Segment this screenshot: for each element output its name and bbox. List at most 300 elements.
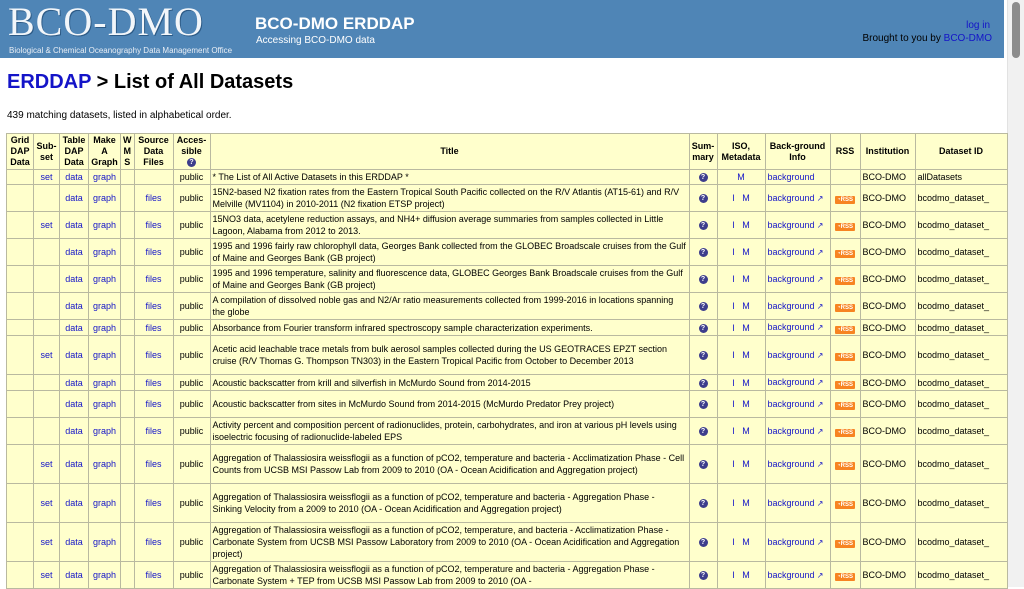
- access-cell-link: public: [179, 498, 204, 508]
- metadata-link[interactable]: M: [742, 498, 750, 508]
- rss-icon[interactable]: ◔ RSS: [835, 462, 855, 470]
- background-link[interactable]: background: [767, 219, 815, 230]
- rss-cell: [830, 562, 860, 589]
- table-row: [7, 445, 1008, 484]
- external-link-icon: ↗: [814, 323, 824, 332]
- access-cell-link: public: [179, 570, 204, 580]
- files-cell-link[interactable]: files: [145, 301, 162, 311]
- graph-cell-link[interactable]: graph: [92, 301, 117, 311]
- tabledap-cell-link[interactable]: data: [65, 537, 83, 547]
- wms-cell: [121, 336, 135, 375]
- site-subtitle: Accessing BCO-DMO data: [256, 35, 375, 46]
- tabledap-cell: [60, 484, 89, 523]
- graph-cell-link[interactable]: graph: [92, 220, 117, 230]
- tabledap-cell: [60, 418, 89, 445]
- rss-icon[interactable]: ◔ RSS: [835, 402, 855, 410]
- rss-icon[interactable]: ◔ RSS: [835, 196, 855, 204]
- bco-dmo-logo[interactable]: BCO-DMO: [8, 0, 204, 44]
- metadata-link[interactable]: M: [742, 399, 750, 409]
- title-cell: Aggregation of Thalassiosira weissflogii as a function of pCO2, temperature, and bacteria - Acclimatization Phase - Carbonate System from UCSB MSI Passow Laboratory from 2009 to 2010 (OA - Ocean Acidification and Aggregation project): [210, 523, 689, 562]
- rss-cell: [830, 391, 860, 418]
- bco-dmo-link[interactable]: BCO-DMO: [943, 33, 992, 44]
- summary-cell: [689, 170, 717, 185]
- graph-cell-link[interactable]: graph: [92, 274, 117, 284]
- background-link[interactable]: background: [767, 497, 815, 508]
- tabledap-cell-link[interactable]: data: [65, 350, 83, 360]
- table-row: [7, 523, 1008, 562]
- tabledap-cell-link[interactable]: data: [65, 498, 83, 508]
- external-link-icon: ↗: [814, 570, 824, 580]
- graph-cell-link[interactable]: graph: [92, 459, 117, 469]
- column-header: ISO, Metadata: [717, 134, 765, 170]
- title-cell: 15NO3 data, acetylene reduction assays, and NH4+ diffusion average summaries from samples collected in Little Lagoon, Alabama from 2012 to 2013.: [210, 212, 689, 239]
- iso-link[interactable]: I: [732, 247, 735, 257]
- dataset-id-cell: bcodmo_dataset_: [915, 562, 1007, 589]
- rss-cell: [830, 484, 860, 523]
- rss-cell: [830, 170, 860, 185]
- column-header: Back-ground Info: [765, 134, 830, 170]
- iso-link[interactable]: I: [732, 537, 735, 547]
- files-cell: [134, 212, 173, 239]
- metadata-link[interactable]: M: [742, 247, 750, 257]
- page-title: [7, 71, 293, 94]
- graph-cell: [89, 185, 121, 212]
- institution-cell: BCO-DMO: [860, 523, 915, 562]
- background-cell: [765, 320, 830, 336]
- scrollbar-thumb[interactable]: [1012, 2, 1020, 58]
- files-cell-link[interactable]: files: [145, 322, 162, 333]
- tabledap-cell-link[interactable]: data: [65, 377, 83, 388]
- access-cell-link: public: [179, 399, 204, 409]
- files-cell-link[interactable]: files: [145, 537, 162, 547]
- column-header: Source Data Files: [134, 134, 173, 170]
- dataset-id-cell: bcodmo_dataset_: [915, 293, 1007, 320]
- summary-info-icon[interactable]: ?: [699, 302, 708, 311]
- files-cell-link[interactable]: files: [145, 459, 162, 469]
- dataset-id-cell: bcodmo_dataset_: [915, 212, 1007, 239]
- summary-info-icon[interactable]: ?: [699, 379, 708, 388]
- iso-link[interactable]: I: [732, 350, 735, 360]
- metadata-link[interactable]: M: [742, 570, 750, 580]
- subset-cell: [34, 293, 60, 320]
- header-banner: [0, 0, 1004, 58]
- files-cell-link[interactable]: files: [145, 498, 162, 508]
- wms-cell: [121, 562, 135, 589]
- files-cell-link[interactable]: files: [145, 274, 162, 284]
- background-link[interactable]: background: [767, 246, 815, 257]
- rss-icon[interactable]: ◔ RSS: [835, 540, 855, 548]
- erddap-breadcrumb-link[interactable]: ERDDAP: [7, 71, 92, 93]
- subset-cell-link[interactable]: set: [40, 537, 53, 547]
- graph-cell-link[interactable]: graph: [92, 537, 117, 547]
- access-cell-link: public: [179, 322, 204, 333]
- graph-cell: [89, 562, 121, 589]
- tabledap-cell-link[interactable]: data: [65, 322, 83, 333]
- access-cell: [173, 336, 210, 375]
- wms-cell: [121, 266, 135, 293]
- tabledap-cell-link[interactable]: data: [65, 426, 83, 436]
- summary-info-icon[interactable]: ?: [699, 194, 708, 203]
- background-link[interactable]: background: [767, 349, 815, 360]
- background-cell: [765, 336, 830, 375]
- graph-cell: [89, 266, 121, 293]
- metadata-link[interactable]: M: [742, 220, 750, 230]
- graph-cell-link[interactable]: graph: [92, 322, 117, 333]
- dataset-id-cell: bcodmo_dataset_: [915, 391, 1007, 418]
- dataset-id-cell: bcodmo_dataset_: [915, 375, 1007, 391]
- background-link[interactable]: background: [767, 322, 815, 332]
- dataset-id-cell: bcodmo_dataset_: [915, 484, 1007, 523]
- table-header-row: [7, 134, 1008, 170]
- background-link[interactable]: background: [767, 398, 815, 409]
- access-cell: [173, 523, 210, 562]
- external-link-icon: ↗: [814, 247, 824, 257]
- iso-link[interactable]: I: [732, 322, 735, 333]
- subset-cell-link[interactable]: set: [40, 172, 53, 182]
- summary-cell: [689, 212, 717, 239]
- column-header: Acces-sible ?: [173, 134, 210, 170]
- files-cell: [134, 418, 173, 445]
- wms-cell: [121, 185, 135, 212]
- iso-metadata-cell: [717, 523, 765, 562]
- background-link[interactable]: background: [767, 377, 815, 387]
- summary-cell: [689, 418, 717, 445]
- external-link-icon: ↗: [814, 193, 824, 203]
- summary-info-icon[interactable]: ?: [699, 248, 708, 257]
- tabledap-cell-link[interactable]: data: [65, 172, 83, 182]
- graph-cell-link[interactable]: graph: [92, 570, 117, 580]
- tabledap-cell-link[interactable]: data: [65, 193, 83, 203]
- access-cell-link: public: [179, 274, 204, 284]
- background-link[interactable]: background: [767, 300, 815, 311]
- page-scrollbar[interactable]: [1007, 0, 1024, 587]
- graph-cell: [89, 445, 121, 484]
- griddap-cell: [7, 239, 34, 266]
- tabledap-cell: [60, 391, 89, 418]
- iso-metadata-cell: [717, 239, 765, 266]
- rss-cell: [830, 418, 860, 445]
- institution-cell: BCO-DMO: [860, 266, 915, 293]
- summary-info-icon[interactable]: ?: [699, 324, 708, 333]
- access-cell: [173, 170, 210, 185]
- institution-cell: BCO-DMO: [860, 293, 915, 320]
- graph-cell: [89, 170, 121, 185]
- files-cell-link[interactable]: files: [145, 350, 162, 360]
- subset-cell: [34, 320, 60, 336]
- rss-icon[interactable]: ◔ RSS: [835, 429, 855, 437]
- graph-cell-link[interactable]: graph: [92, 399, 117, 409]
- institution-cell: BCO-DMO: [860, 484, 915, 523]
- access-cell-link: public: [179, 537, 204, 547]
- title-cell: Acetic acid leachable trace metals from bulk aerosol samples collected during the US GEOTRACES EPZT section cruise (R/V Thomas G. Thompson TN303) in the Eastern Tropical Pacific from October to December 2013: [210, 336, 689, 375]
- wms-cell: [121, 293, 135, 320]
- rss-cell: [830, 266, 860, 293]
- graph-cell: [89, 239, 121, 266]
- iso-link[interactable]: I: [732, 193, 735, 203]
- access-cell: [173, 391, 210, 418]
- background-link[interactable]: background: [767, 273, 815, 284]
- external-link-icon: ↗: [814, 426, 824, 436]
- rss-icon[interactable]: ◔ RSS: [835, 250, 855, 258]
- tabledap-cell: [60, 375, 89, 391]
- griddap-cell: [7, 320, 34, 336]
- graph-cell-link[interactable]: graph: [92, 377, 117, 388]
- subset-cell-link[interactable]: set: [40, 220, 53, 230]
- files-cell-link[interactable]: files: [145, 399, 162, 409]
- subset-cell: [34, 445, 60, 484]
- metadata-link[interactable]: M: [742, 274, 750, 284]
- access-cell-link: public: [179, 172, 204, 182]
- summary-cell: [689, 523, 717, 562]
- iso-metadata-cell: [717, 212, 765, 239]
- login-link[interactable]: log in: [966, 20, 990, 31]
- tabledap-cell: [60, 185, 89, 212]
- subset-cell-link[interactable]: set: [40, 498, 53, 508]
- subset-cell-link[interactable]: set: [40, 459, 53, 469]
- rss-icon[interactable]: ◔ RSS: [835, 277, 855, 285]
- summary-info-icon[interactable]: ?: [699, 275, 708, 284]
- iso-link[interactable]: I: [732, 570, 735, 580]
- wms-cell: [121, 523, 135, 562]
- metadata-link[interactable]: M: [742, 537, 750, 547]
- iso-metadata-cell: [717, 484, 765, 523]
- tabledap-cell: [60, 239, 89, 266]
- background-link[interactable]: background: [767, 569, 815, 580]
- institution-cell: BCO-DMO: [860, 320, 915, 336]
- summary-info-icon[interactable]: ?: [699, 460, 708, 469]
- graph-cell-link[interactable]: graph: [92, 426, 117, 436]
- page-title-text: List of All Datasets: [113, 71, 294, 93]
- graph-cell-link[interactable]: graph: [92, 193, 117, 203]
- summary-cell: [689, 391, 717, 418]
- iso-link[interactable]: I: [732, 498, 735, 508]
- title-cell: Aggregation of Thalassiosira weissflogii as a function of pCO2, temperature and bacteria - Aggregation Phase - Carbonate System + TEP from UCSB MSI Passow Lab from 2009 to 2010 (OA -: [210, 562, 689, 589]
- background-link[interactable]: background: [767, 425, 815, 436]
- institution-cell: BCO-DMO: [860, 418, 915, 445]
- rss-cell: [830, 336, 860, 375]
- summary-cell: [689, 445, 717, 484]
- background-cell: [765, 185, 830, 212]
- subset-cell-link[interactable]: set: [40, 570, 53, 580]
- graph-cell: [89, 484, 121, 523]
- graph-cell-link[interactable]: graph: [92, 172, 117, 182]
- summary-info-icon[interactable]: ?: [699, 173, 708, 182]
- subset-cell-link[interactable]: set: [40, 350, 53, 360]
- subset-cell: [34, 185, 60, 212]
- subset-cell: [34, 562, 60, 589]
- subset-cell: [34, 336, 60, 375]
- site-title: BCO-DMO ERDDAP: [255, 14, 415, 33]
- institution-cell: BCO-DMO: [860, 212, 915, 239]
- background-cell: [765, 212, 830, 239]
- table-body: [7, 170, 1008, 589]
- griddap-cell: [7, 375, 34, 391]
- graph-cell: [89, 523, 121, 562]
- griddap-cell: [7, 293, 34, 320]
- files-cell: [134, 239, 173, 266]
- column-header: Sum-mary: [689, 134, 717, 170]
- iso-link[interactable]: I: [732, 426, 735, 436]
- iso-link[interactable]: I: [732, 459, 735, 469]
- institution-cell: BCO-DMO: [860, 445, 915, 484]
- metadata-link[interactable]: M: [742, 350, 750, 360]
- title-cell: A compilation of dissolved noble gas and N2/Ar ratio measurements collected from 1999-2016 in locations spanning the globe: [210, 293, 689, 320]
- external-link-icon: ↗: [814, 498, 824, 508]
- access-cell-link: public: [179, 350, 204, 360]
- griddap-cell: [7, 418, 34, 445]
- column-header: Institution: [860, 134, 915, 170]
- files-cell-link[interactable]: files: [145, 193, 162, 203]
- griddap-cell: [7, 266, 34, 293]
- column-header: Table DAP Data: [60, 134, 89, 170]
- rss-cell: [830, 320, 860, 336]
- institution-cell: BCO-DMO: [860, 562, 915, 589]
- metadata-link[interactable]: M: [742, 322, 750, 333]
- iso-metadata-cell: [717, 336, 765, 375]
- wms-cell: [121, 320, 135, 336]
- access-cell-link: public: [179, 301, 204, 311]
- tabledap-cell-link[interactable]: data: [65, 570, 83, 580]
- external-link-icon: ↗: [814, 350, 824, 360]
- subset-cell: [34, 266, 60, 293]
- background-cell: [765, 562, 830, 589]
- title-cell: Activity percent and composition percent of radionuclides, protein, carbohydrates, and iron at various pH levels using isoelectric focusing of radionuclide-labeled EPS: [210, 418, 689, 445]
- institution-cell: BCO-DMO: [860, 239, 915, 266]
- metadata-link[interactable]: M: [742, 426, 750, 436]
- iso-link[interactable]: I: [732, 301, 735, 311]
- tabledap-cell: [60, 212, 89, 239]
- wms-cell: [121, 375, 135, 391]
- summary-info-icon[interactable]: ?: [699, 221, 708, 230]
- table-row: [7, 266, 1008, 293]
- help-icon[interactable]: ?: [187, 158, 196, 167]
- graph-cell-link[interactable]: graph: [92, 350, 117, 360]
- summary-info-icon[interactable]: ?: [699, 351, 708, 360]
- logo-subtitle: Biological & Chemical Oceanography Data Management Office: [9, 46, 233, 55]
- files-cell-link[interactable]: files: [145, 426, 162, 436]
- wms-cell: [121, 418, 135, 445]
- table-row: [7, 391, 1008, 418]
- background-link[interactable]: background: [767, 536, 815, 547]
- title-cell: Absorbance from Fourier transform infrared spectroscopy sample characterization experiments.: [210, 320, 689, 336]
- external-link-icon: ↗: [814, 459, 824, 469]
- background-cell: [765, 293, 830, 320]
- metadata-link[interactable]: M: [742, 193, 750, 203]
- graph-cell: [89, 418, 121, 445]
- wms-cell: [121, 445, 135, 484]
- subset-cell: [34, 523, 60, 562]
- tabledap-cell-link[interactable]: data: [65, 459, 83, 469]
- iso-link[interactable]: I: [732, 274, 735, 284]
- dataset-id-cell: bcodmo_dataset_: [915, 266, 1007, 293]
- tabledap-cell-link[interactable]: data: [65, 301, 83, 311]
- wms-cell: [121, 391, 135, 418]
- background-cell: [765, 391, 830, 418]
- subset-cell: [34, 418, 60, 445]
- access-cell-link: public: [179, 426, 204, 436]
- tabledap-cell-link[interactable]: data: [65, 399, 83, 409]
- summary-cell: [689, 562, 717, 589]
- rss-icon[interactable]: ◔ RSS: [835, 501, 855, 509]
- background-link[interactable]: background: [767, 192, 815, 203]
- institution-cell: BCO-DMO: [860, 391, 915, 418]
- iso-metadata-cell: [717, 185, 765, 212]
- files-cell: [134, 375, 173, 391]
- rss-icon[interactable]: ◔ RSS: [835, 353, 855, 361]
- tabledap-cell-link[interactable]: data: [65, 220, 83, 230]
- summary-info-icon[interactable]: ?: [699, 499, 708, 508]
- metadata-link[interactable]: M: [742, 459, 750, 469]
- background-link[interactable]: background: [767, 458, 815, 469]
- metadata-link[interactable]: M: [742, 377, 750, 388]
- institution-cell: BCO-DMO: [860, 170, 915, 185]
- table-row: [7, 336, 1008, 375]
- iso-link[interactable]: I: [732, 220, 735, 230]
- graph-cell: [89, 293, 121, 320]
- wms-cell: [121, 212, 135, 239]
- column-header: Sub-set: [34, 134, 60, 170]
- subset-cell: [34, 391, 60, 418]
- title-cell: Aggregation of Thalassiosira weissflogii as a function of pCO2, temperature and bacteria - Aggregation Phase - Sinking Velocity from a 2009 to 2010 (OA - Ocean Acidification and Aggregation project): [210, 484, 689, 523]
- rss-icon[interactable]: ◔ RSS: [835, 326, 855, 334]
- files-cell-link[interactable]: files: [145, 570, 162, 580]
- external-link-icon: ↗: [814, 301, 824, 311]
- rss-icon[interactable]: ◔ RSS: [835, 573, 855, 581]
- access-cell: [173, 418, 210, 445]
- tabledap-cell: [60, 266, 89, 293]
- files-cell-link[interactable]: files: [145, 220, 162, 230]
- rss-icon[interactable]: ◔ RSS: [835, 304, 855, 312]
- summary-info-icon[interactable]: ?: [699, 400, 708, 409]
- subset-cell: [34, 239, 60, 266]
- brought-to-you: [862, 33, 992, 44]
- metadata-link[interactable]: M: [742, 301, 750, 311]
- rss-icon[interactable]: ◔ RSS: [835, 223, 855, 231]
- rss-icon[interactable]: ◔ RSS: [835, 381, 855, 389]
- iso-link[interactable]: I: [732, 377, 735, 388]
- files-cell-link[interactable]: files: [145, 247, 162, 257]
- graph-cell-link[interactable]: graph: [92, 498, 117, 508]
- access-cell: [173, 266, 210, 293]
- access-cell: [173, 212, 210, 239]
- metadata-link[interactable]: M: [737, 172, 745, 182]
- dataset-id-cell: bcodmo_dataset_: [915, 445, 1007, 484]
- iso-link[interactable]: I: [732, 399, 735, 409]
- summary-cell: [689, 185, 717, 212]
- background-link[interactable]: background: [767, 172, 815, 182]
- tabledap-cell-link[interactable]: data: [65, 274, 83, 284]
- summary-cell: [689, 336, 717, 375]
- files-cell-link[interactable]: files: [145, 377, 162, 388]
- files-cell: [134, 391, 173, 418]
- iso-metadata-cell: [717, 562, 765, 589]
- griddap-cell: [7, 445, 34, 484]
- summary-info-icon[interactable]: ?: [699, 427, 708, 436]
- griddap-cell: [7, 336, 34, 375]
- external-link-icon: ↗: [814, 537, 824, 547]
- griddap-cell: [7, 185, 34, 212]
- table-row: [7, 418, 1008, 445]
- tabledap-cell: [60, 336, 89, 375]
- summary-info-icon[interactable]: ?: [699, 538, 708, 547]
- griddap-cell: [7, 391, 34, 418]
- tabledap-cell-link[interactable]: data: [65, 247, 83, 257]
- tabledap-cell: [60, 320, 89, 336]
- graph-cell-link[interactable]: graph: [92, 247, 117, 257]
- column-header: Make A Graph: [89, 134, 121, 170]
- summary-info-icon[interactable]: ?: [699, 571, 708, 580]
- files-cell: [134, 266, 173, 293]
